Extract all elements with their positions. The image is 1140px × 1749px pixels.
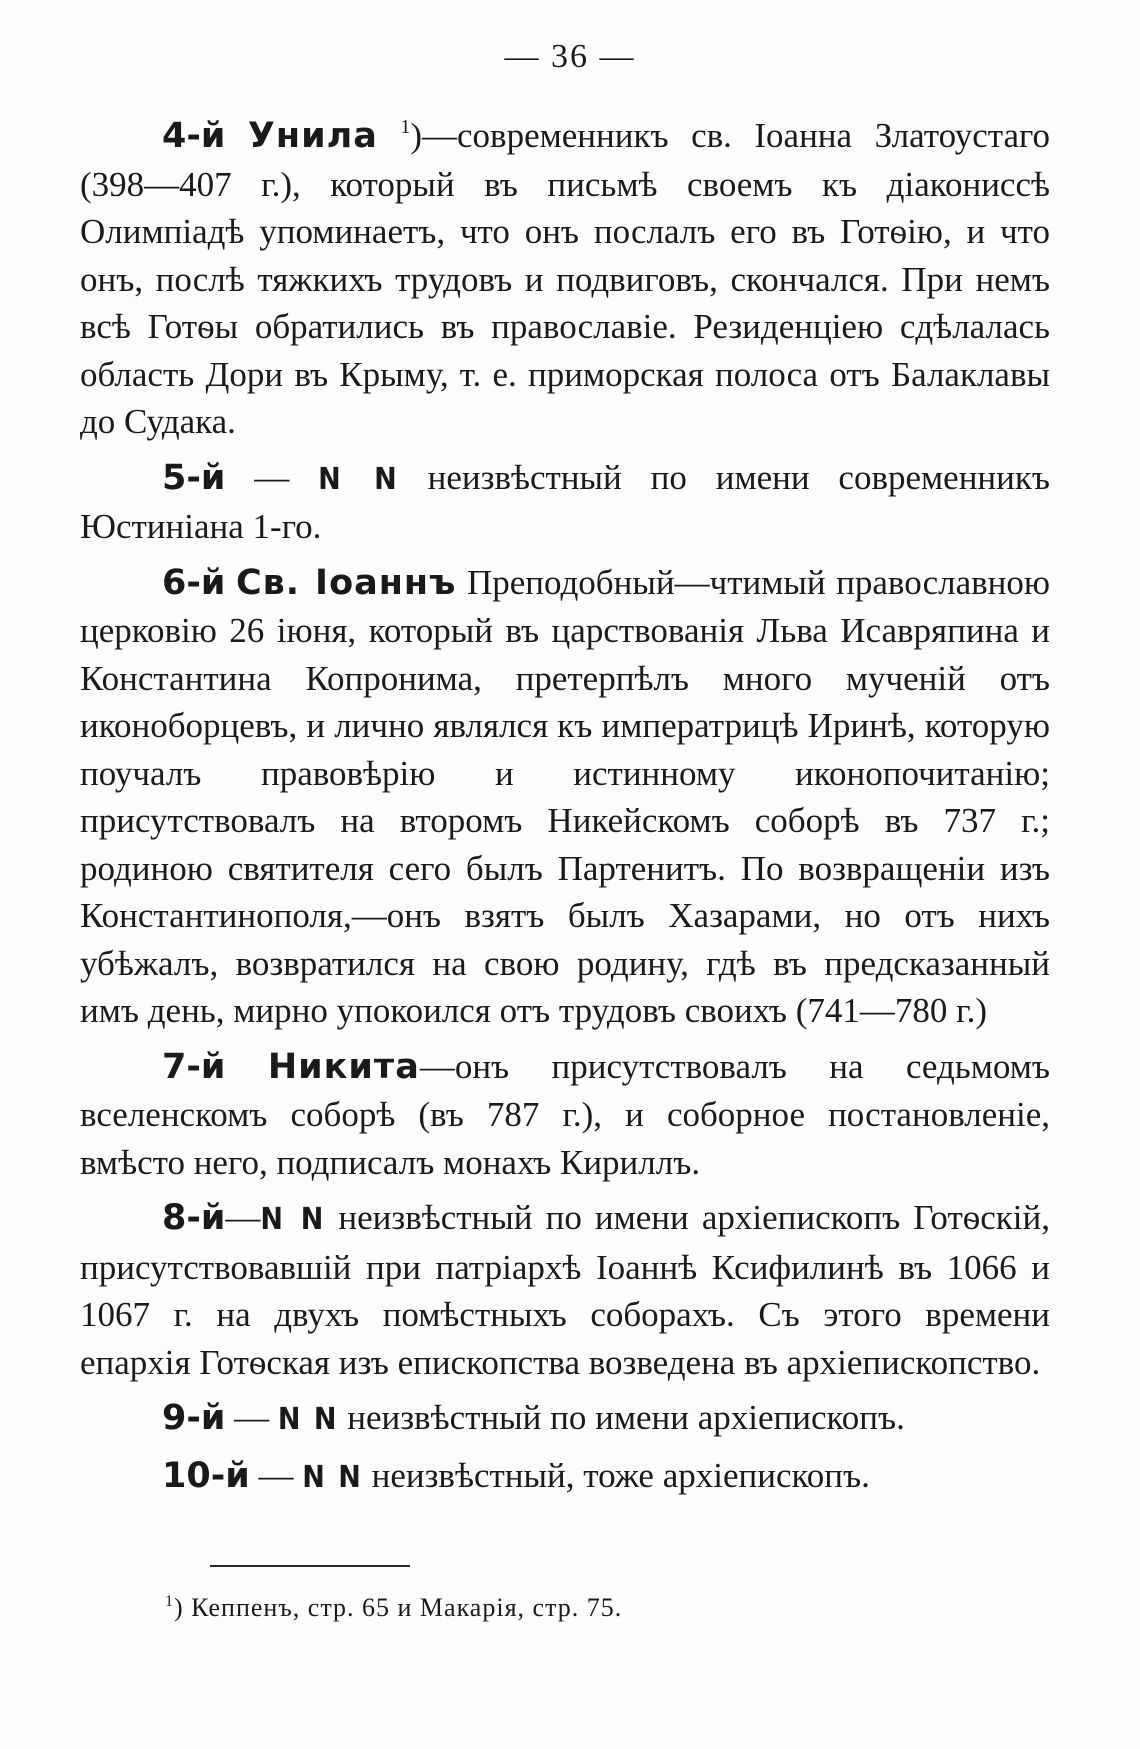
page-number: — 36 — xyxy=(504,38,636,75)
entry-text: неизвѣстный, тоже архіепископъ. xyxy=(362,1455,870,1495)
entry-name: N N xyxy=(318,461,399,497)
entry-text: неизвѣстный по имени современникъ Юстиніана 1-го. xyxy=(80,457,1051,546)
entry-number: 7-й xyxy=(162,1046,226,1087)
entry-number: 5-й xyxy=(162,457,226,498)
entry-number: 4-й xyxy=(162,116,226,156)
entry-name: N N xyxy=(277,1402,339,1437)
entry-8 xyxy=(80,1194,1050,1386)
entry-name: Св. Іоаннъ xyxy=(235,562,457,603)
entry-text: —онъ присутствовалъ на седьмомъ вселенскомъ соборѣ (въ 787 г.), и соборное постановленіе, вмѣсто него, подписалъ монахъ Кириллъ. xyxy=(80,1046,1050,1182)
entry-5 xyxy=(80,454,1050,551)
entry-number: 10-й xyxy=(162,1455,250,1496)
entry-dash: — xyxy=(249,1455,303,1495)
entry-number: 9-й xyxy=(162,1398,226,1438)
entry-6 xyxy=(80,559,1050,1035)
entry-7 xyxy=(80,1043,1050,1187)
entry-dash: — xyxy=(225,1398,278,1437)
entry-number: 6-й xyxy=(162,562,226,603)
entry-dash: — xyxy=(225,457,319,497)
entry-text: неизвѣстный по имени архіепископъ Готѳскій, присутствовавшій при патріархѣ Іоаннѣ Ксифилинѣ въ 1066 и 1067 г. на двухъ помѣстныхъ соборахъ. Съ этого времени епархія Готѳская изъ епископства возведена въ архіепископство. xyxy=(80,1198,1050,1382)
entry-dash: — xyxy=(225,1198,261,1237)
footnote-text: ) Кеппенъ, стр. 65 и Макарія, стр. 75. xyxy=(174,1593,623,1622)
entry-name: N N xyxy=(302,1459,363,1495)
footnote-reference: 1 xyxy=(400,116,411,138)
main-text xyxy=(80,112,1050,1509)
entry-text: )—современникъ св. Іоанна Златоустаго (398—407 г.), который въ письмѣ своемъ къ діакониссѣ Олимпіадѣ упоминаетъ, что онъ послалъ его въ Готѳію, и что онъ, послѣ тяжкихъ трудовъ и подвиговъ, скончался. При немъ всѣ Готѳы обратились въ православіе. Резиденціею сдѣлалась область Дори въ Крыму, т. е. приморская полоса отъ Балаклавы до Судака. xyxy=(80,116,1051,441)
entry-9 xyxy=(80,1394,1050,1444)
entry-name: Унила xyxy=(247,116,378,156)
entry-10 xyxy=(80,1452,1050,1502)
entry-4 xyxy=(80,112,1050,446)
entry-text: Преподобный—чтимый православною церковію 26 іюня, который въ царствованія Льва Исавряпина и Константина Копронима, претерпѣлъ много мученій отъ иконоборцевъ, и лично являлся къ императрицѣ Иринѣ, которую поучалъ правовѣрію и истинному иконопочитанію; присутствовалъ на второмъ Никейскомъ соборѣ въ 737 г.; родиною святителя сего былъ Партенитъ. По возвращеніи изъ Константинополя,—онъ взятъ былъ Хазарами, но отъ нихъ убѣжалъ, возвратился на свою родину, гдѣ въ предсказанный имъ день, мирно упокоился отъ трудовъ своихъ (741—780 г.) xyxy=(80,562,1051,1030)
footnote-divider xyxy=(210,1565,410,1567)
entry-name: N N xyxy=(260,1202,326,1237)
footnote-marker: 1 xyxy=(165,1593,174,1610)
footnote xyxy=(165,1590,622,1626)
entry-name: Никита xyxy=(267,1046,420,1087)
entry-number: 8-й xyxy=(162,1198,226,1238)
entry-text: неизвѣстный по имени архіепископъ. xyxy=(338,1398,905,1437)
